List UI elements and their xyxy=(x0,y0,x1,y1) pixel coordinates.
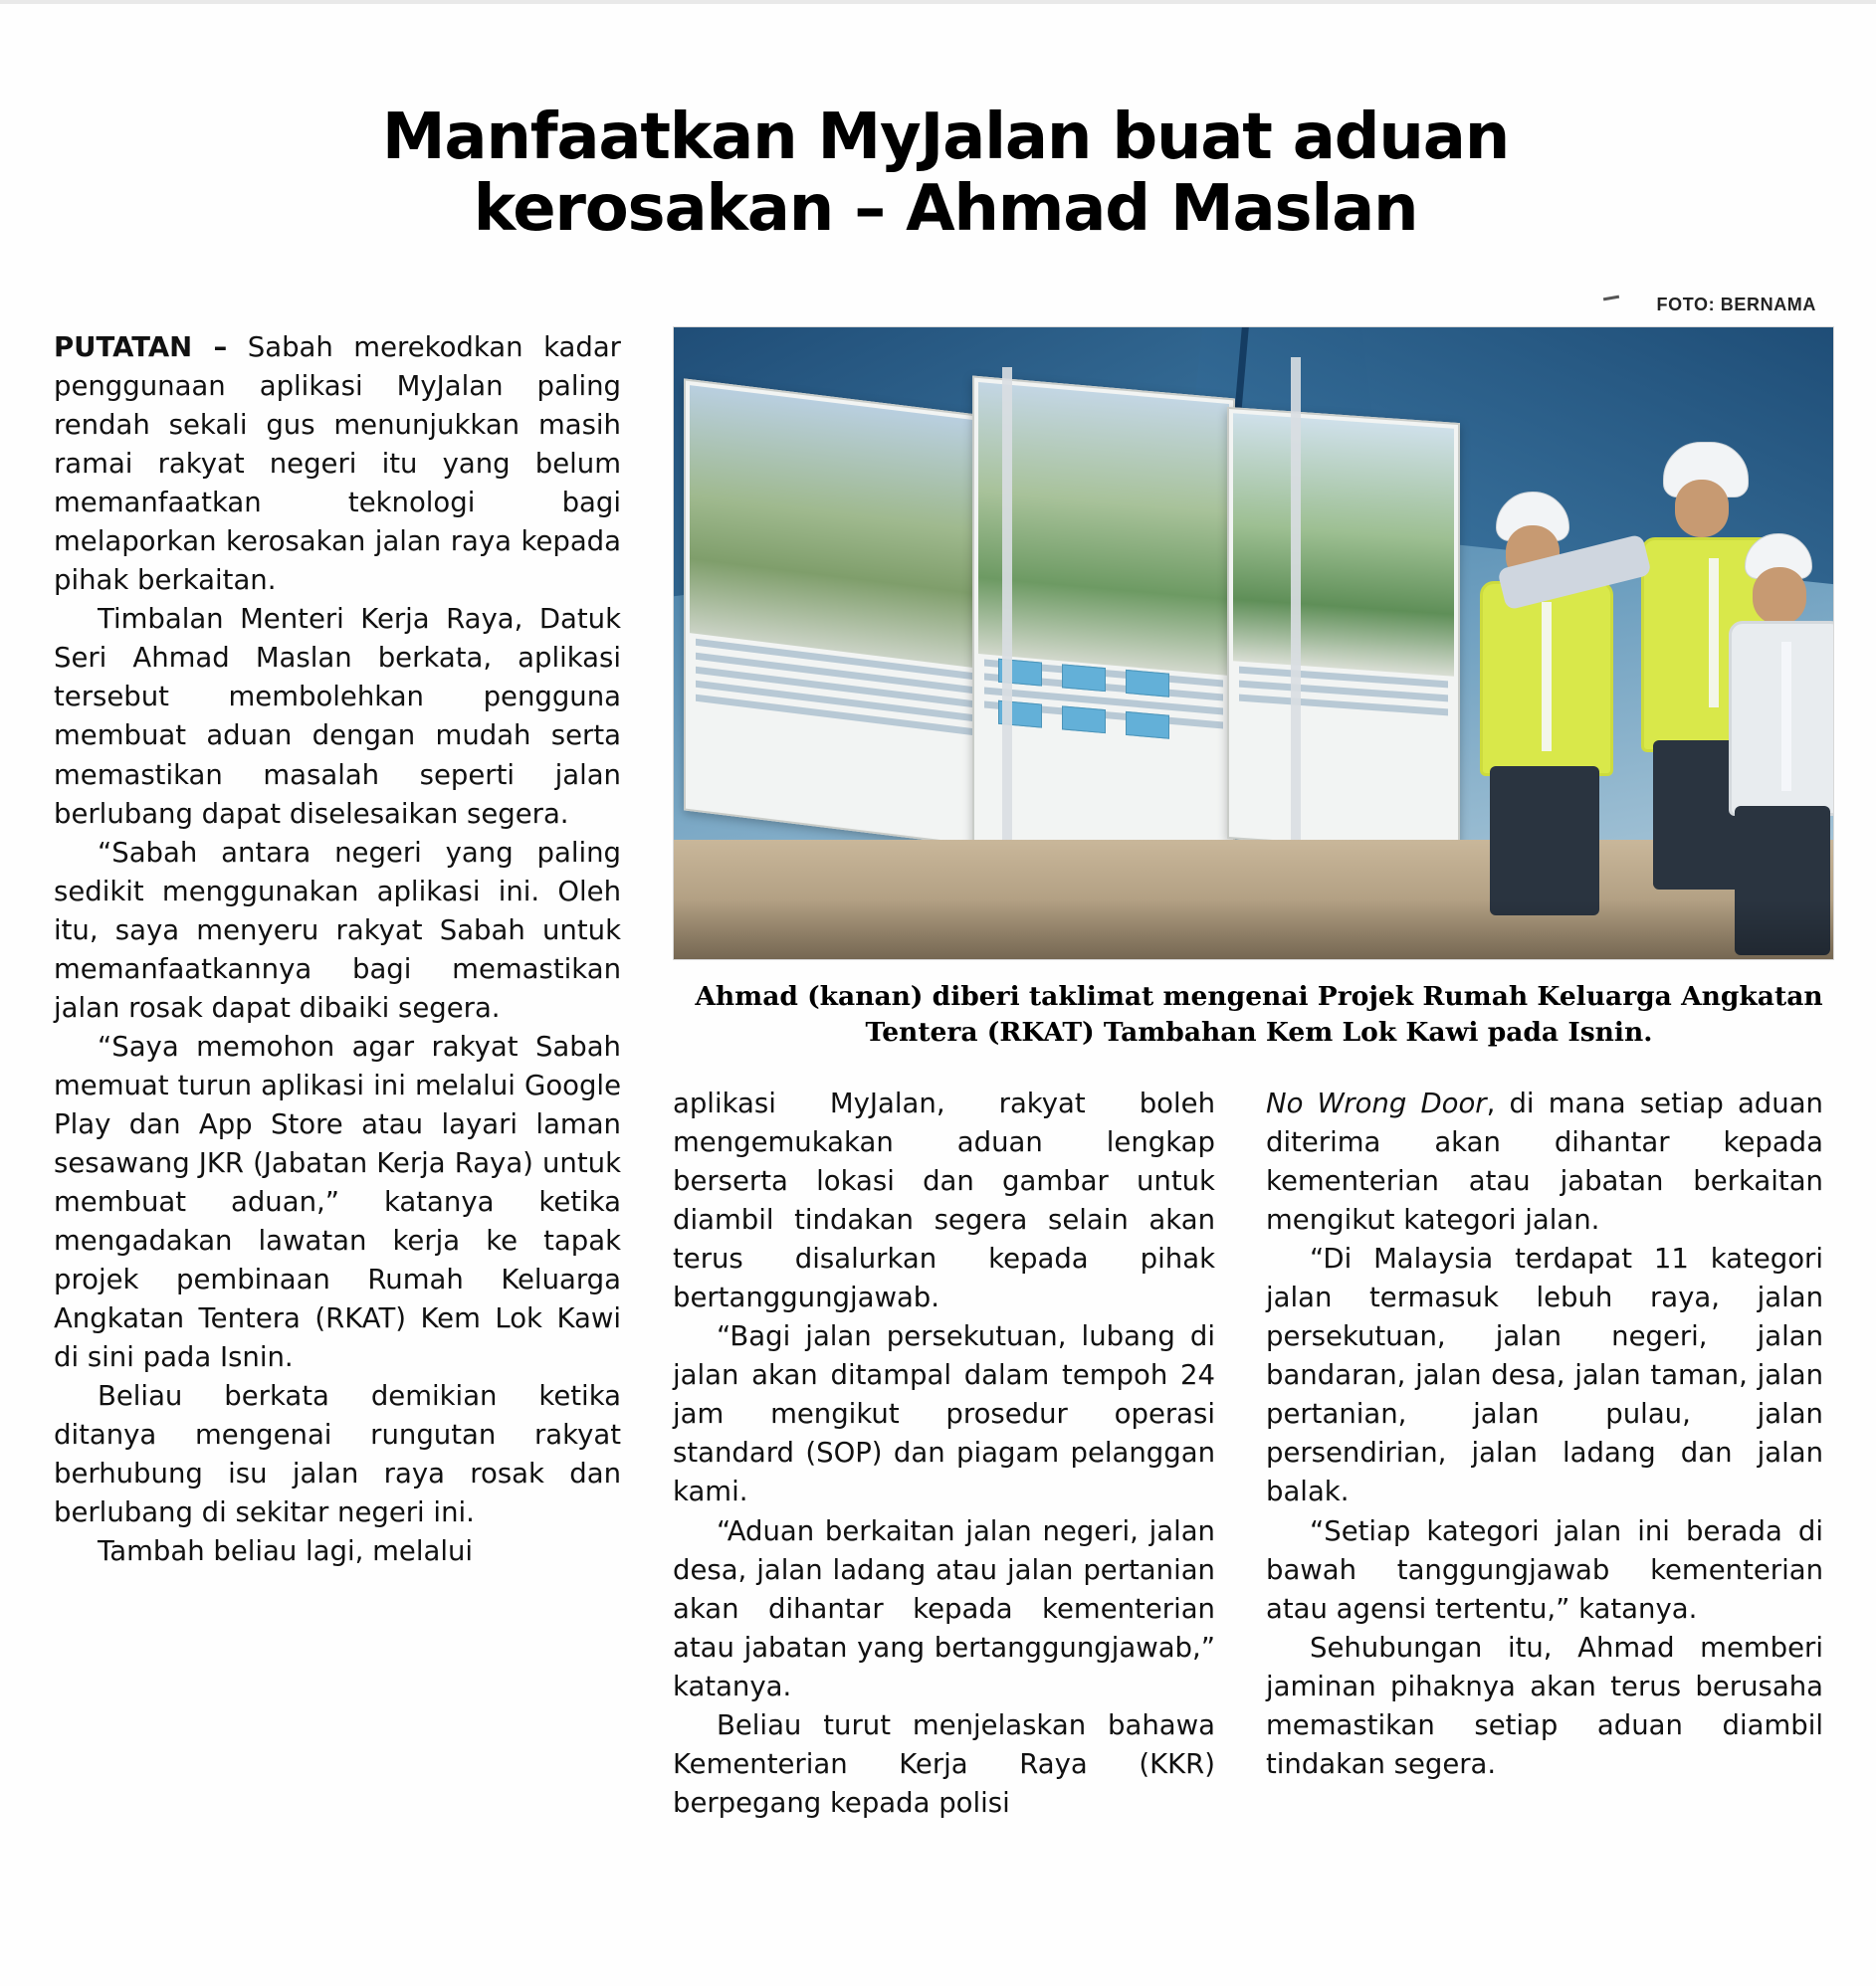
paragraph: Sehubungan itu, Ahmad memberi jaminan pihaknya akan terus berusaha memastikan setiap aduan diambil tindakan segera. xyxy=(1266,1631,1823,1780)
paragraph: Beliau berkata demikian ketika ditanya mengenai rungutan rakyat berhubung isu jalan raya rosak dan berlubang di sekitar negeri ini. xyxy=(54,1380,621,1529)
paragraph: Timbalan Menteri Kerja Raya, Datuk Seri Ahmad Maslan berkata, aplikasi tersebut membolehkan pengguna membuat aduan dengan mudah serta memastikan masalah seperti jalan berlubang dapat diselesaikan segera. xyxy=(54,603,621,830)
board-swatch-3 xyxy=(1126,670,1169,697)
page-title xyxy=(119,99,1772,246)
policy-name: No Wrong Door xyxy=(1266,1088,1487,1119)
photo-person-left-vest xyxy=(1480,581,1613,776)
body-column-1 xyxy=(54,328,621,1572)
board-image-2 xyxy=(978,382,1229,676)
photo-person-right xyxy=(1729,521,1834,959)
photo-display-board-1 xyxy=(684,378,986,847)
paragraph: “Aduan berkaitan jalan negeri, jalan desa, jalan ladang atau jalan pertanian akan dihantar kepada kementerian atau jabatan yang bertanggungjawab,” katanya. xyxy=(673,1514,1215,1702)
paragraph: “Di Malaysia terdapat 11 kategori jalan termasuk lebuh raya, jalan persekutuan, jalan negeri, jalan bandaran, jalan desa, jalan taman, jalan pertanian, jalan pulau, jalan persendirian, jalan ladang dan jalan balak. xyxy=(1266,1243,1823,1508)
paragraph xyxy=(54,328,621,600)
photo-person-right-vest xyxy=(1729,621,1834,816)
paragraph: Tambah beliau lagi, melalui xyxy=(98,1535,474,1568)
page-top-rule xyxy=(0,0,1876,4)
board-swatch-5 xyxy=(1062,705,1106,733)
board-text-lines-1 xyxy=(696,639,974,836)
photo-caption: Ahmad (kanan) diberi taklimat mengenai Projek Rumah Keluarga Angkatan Tentera (RKAT) Tambahan Kem Lok Kawi pada Isnin. xyxy=(695,981,1823,1048)
photo-display-board-3 xyxy=(1227,407,1460,855)
paragraph: Beliau turut menjelaskan bahawa Kementerian Kerja Raya (KKR) berpegang kepada polisi xyxy=(673,1708,1215,1819)
paragraph: “Bagi jalan persekutuan, lubang di jalan akan ditampal dalam tempoh 24 jam mengikut prosedur operasi standard (SOP) dan piagam pelanggan kami. xyxy=(673,1320,1215,1508)
body-column-3 xyxy=(1266,1085,1823,1784)
paragraph-text: Sabah merekodkan kadar penggunaan aplikasi MyJalan paling rendah sekali gus menunjukkan masih ramai rakyat negeri itu yang belum memanfaatkan teknologi bagi melaporkan kerosakan jalan raya kepada pihak berkaitan. xyxy=(54,331,621,597)
paragraph: “Setiap kategori jalan ini berada di bawah tanggungjawab kementerian atau agensi tertentu,” katanya. xyxy=(1266,1514,1823,1625)
headline-line-2: kerosakan – Ahmad Maslan xyxy=(473,171,1418,246)
paragraph: “Sabah antara negeri yang paling sedikit menggunakan aplikasi ini. Oleh itu, saya menyeru rakyat Sabah untuk memanfaatkannya bagi memastikan jalan rosak dapat dibaiki segera. xyxy=(54,836,621,1024)
photo-person-right-head xyxy=(1753,567,1806,625)
paragraph xyxy=(1266,1085,1823,1240)
paragraph: “Saya memohon agar rakyat Sabah memuat turun aplikasi ini melalui Google Play dan App Store atau layari laman sesawang JKR (Jabatan Kerja Raya) untuk membuat aduan,” katanya ketika mengadakan lawatan kerja ke tapak projek pembinaan Rumah Keluarga Angkatan Tentera (RKAT) Kem Lok Kawi di sini pada Isnin. xyxy=(54,1030,621,1374)
board-image-1 xyxy=(690,385,980,669)
photo-person-left-legs xyxy=(1490,766,1599,915)
paragraph: aplikasi MyJalan, rakyat boleh mengemukakan aduan lengkap berserta lokasi dan gambar untuk diambil tindakan segera selain akan terus disalurkan kepada pihak bertanggungjawab. xyxy=(673,1088,1215,1314)
photo-credit: FOTO: BERNAMA xyxy=(1656,295,1816,314)
board-image-3 xyxy=(1233,413,1454,677)
headline-line-1: Manfaatkan MyJalan buat aduan xyxy=(381,99,1510,174)
paragraph-text: , di mana setiap aduan diterima akan dihantar kepada kementerian atau jabatan berkaitan mengikut kategori jalan. xyxy=(1266,1088,1823,1237)
board-swatch-2 xyxy=(1062,664,1106,692)
dateline: PUTATAN – xyxy=(54,331,228,363)
article-photo xyxy=(673,326,1834,960)
board-swatch-6 xyxy=(1126,711,1169,739)
photo-vignette xyxy=(674,899,1833,959)
photo-person-center-head xyxy=(1675,480,1729,537)
body-column-2 xyxy=(673,1085,1215,1823)
credit-dash-icon xyxy=(1603,296,1619,301)
board-text-lines-3 xyxy=(1239,667,1448,845)
